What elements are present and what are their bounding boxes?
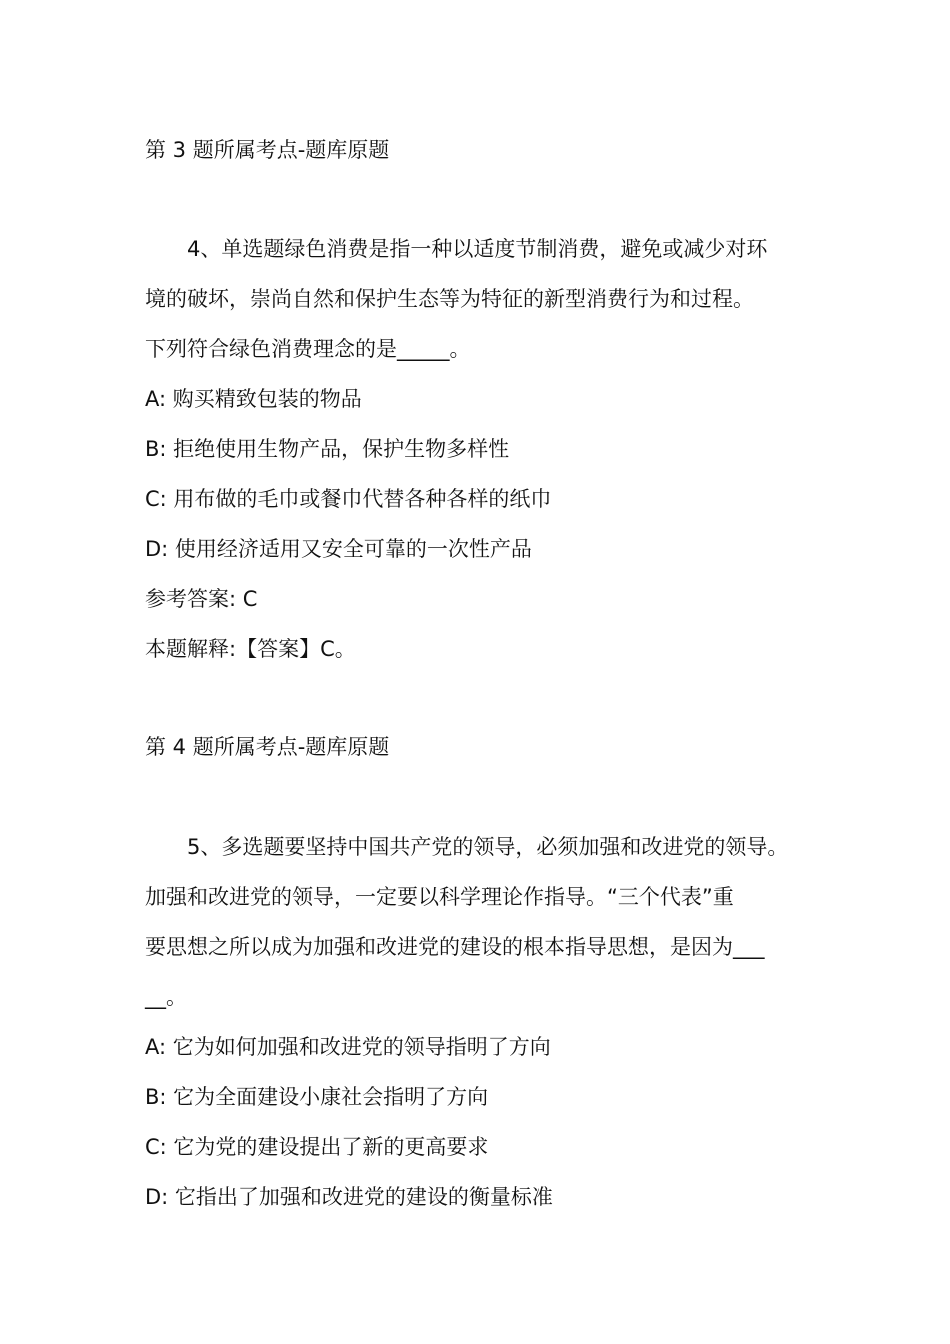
q5-stem-line-4: __。 bbox=[145, 985, 187, 1009]
q5-option-b: B: 它为全面建设小康社会指明了方向 bbox=[145, 1085, 489, 1109]
q4-option-b: B: 拒绝使用生物产品，保护生物多样性 bbox=[145, 437, 510, 461]
q5-stem-line-2: 加强和改进党的领导，一定要以科学理论作指导。“三个代表”重 bbox=[145, 885, 734, 909]
q5-option-d: D: 它指出了加强和改进党的建设的衡量标准 bbox=[145, 1185, 553, 1209]
section-heading-q3: 第 3 题所属考点-题库原题 bbox=[145, 138, 390, 162]
q4-stem-line-3: 下列符合绿色消费理念的是_____。 bbox=[145, 337, 471, 361]
q5-stem-line-1: 5、多选题要坚持中国共产党的领导，必须加强和改进党的领导。 bbox=[187, 835, 789, 859]
q4-explanation: 本题解释:【答案】C。 bbox=[145, 637, 356, 661]
section-heading-q4: 第 4 题所属考点-题库原题 bbox=[145, 735, 390, 759]
q4-stem-line-2: 境的破坏，崇尚自然和保护生态等为特征的新型消费行为和过程。 bbox=[145, 287, 754, 311]
q5-option-a: A: 它为如何加强和改进党的领导指明了方向 bbox=[145, 1035, 551, 1059]
q4-option-a: A: 购买精致包装的物品 bbox=[145, 387, 362, 411]
q5-stem-line-3: 要思想之所以成为加强和改进党的建设的根本指导思想，是因为___ bbox=[145, 935, 765, 959]
q5-option-c: C: 它为党的建设提出了新的更高要求 bbox=[145, 1135, 489, 1159]
q4-answer: 参考答案: C bbox=[145, 587, 258, 611]
q4-stem-line-1: 4、单选题绿色消费是指一种以适度节制消费，避免或减少对环 bbox=[187, 237, 768, 261]
q4-option-d: D: 使用经济适用又安全可靠的一次性产品 bbox=[145, 537, 532, 561]
q4-option-c: C: 用布做的毛巾或餐巾代替各种各样的纸巾 bbox=[145, 487, 552, 511]
